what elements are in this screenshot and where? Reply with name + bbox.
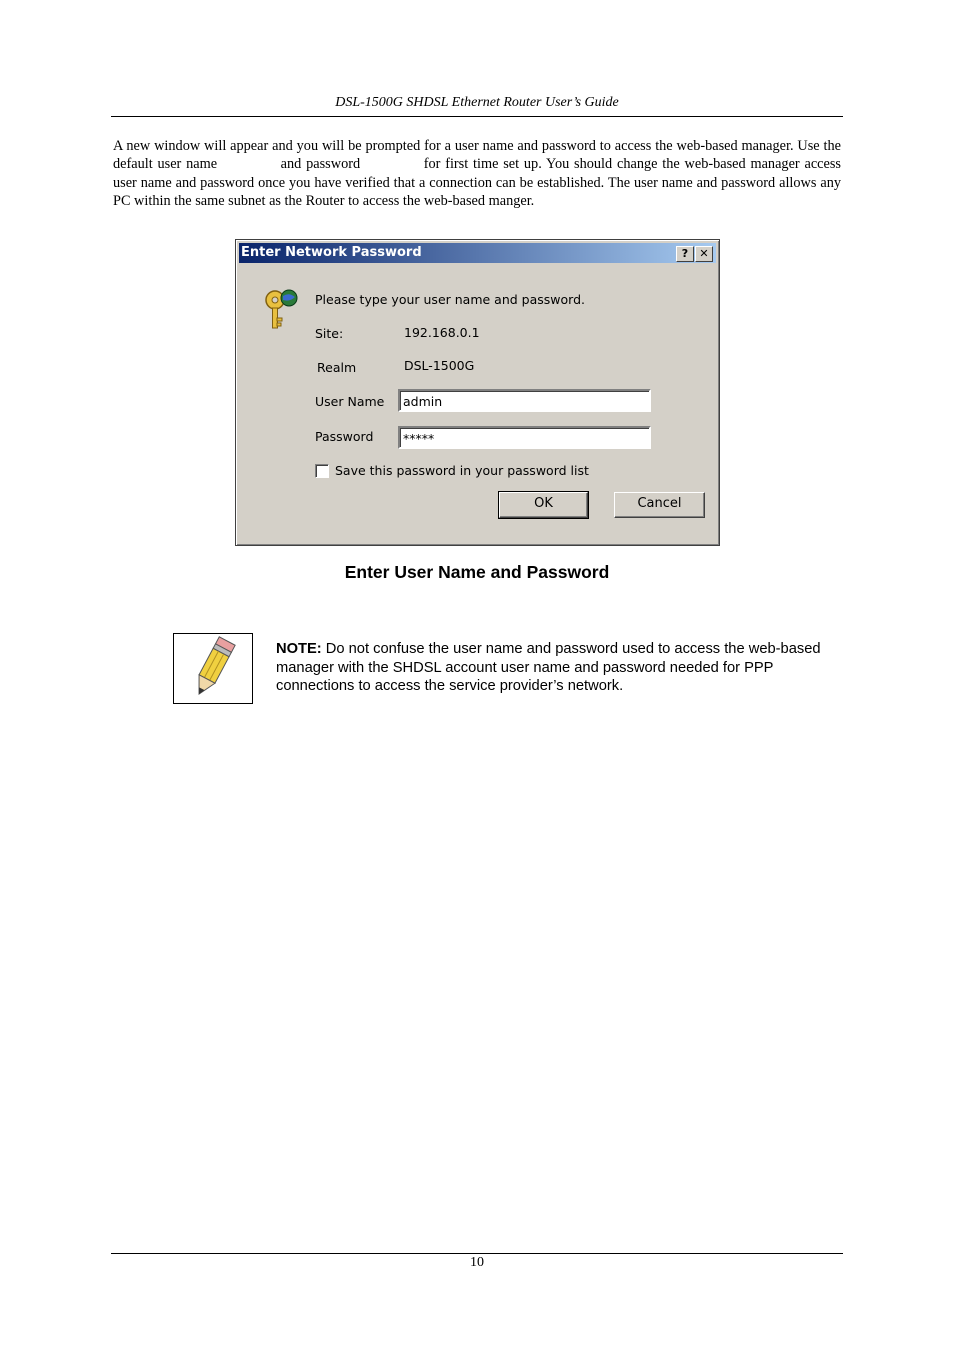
- site-label: Site:: [315, 326, 344, 341]
- password-input[interactable]: *****: [398, 426, 651, 449]
- key-icon: [262, 288, 302, 332]
- intro-text-1: A new window will appear and you will be prompted for a user name and password to access the web-based manager. Use the default user name: [113, 138, 841, 173]
- site-value: 192.168.0.1: [404, 325, 480, 340]
- username-label: User Name: [315, 394, 385, 409]
- pencil-icon: [174, 634, 252, 703]
- intro-text-3: for first time set up. You should change the web-based manager access user name and password once you have verified that a connection can be established. The user name and password allows any PC within the same subnet as the Router to access the web-based manger.: [113, 156, 841, 209]
- realm-value: DSL-1500G: [404, 358, 475, 373]
- dialog-title: Enter Network Password: [241, 245, 422, 260]
- intro-text-2: and password: [275, 156, 365, 173]
- realm-label: Realm: [317, 360, 357, 375]
- dialog-prompt: Please type your user name and password.: [315, 292, 585, 307]
- note-label: NOTE:: [276, 641, 322, 657]
- ok-button[interactable]: OK: [499, 492, 588, 518]
- note-body: Do not confuse the user name and password used to access the web-based manager with the SHDSL account user name and password needed for PPP connections to access the service provider’s network.: [276, 641, 821, 694]
- save-password-label[interactable]: Save this password in your password list: [335, 463, 589, 478]
- note-pencil-box: [173, 633, 253, 704]
- password-label: Password: [315, 429, 374, 444]
- note-text: [276, 640, 844, 696]
- save-password-checkbox[interactable]: [315, 464, 329, 478]
- intro-paragraph: [113, 137, 841, 210]
- close-button[interactable]: ✕: [695, 246, 713, 262]
- dialog-titlebar: [239, 243, 716, 263]
- cancel-button[interactable]: Cancel: [614, 492, 705, 518]
- figure-caption: Enter User Name and Password: [344, 562, 610, 582]
- help-button[interactable]: ?: [676, 246, 694, 262]
- footer-divider: [111, 1253, 843, 1254]
- page-number: 10: [470, 1255, 484, 1270]
- page-header: DSL-1500G SHDSL Ethernet Router User’s Guide: [335, 95, 619, 110]
- network-password-dialog: [235, 239, 720, 546]
- header-divider: [111, 116, 843, 117]
- username-input[interactable]: admin: [398, 389, 651, 412]
